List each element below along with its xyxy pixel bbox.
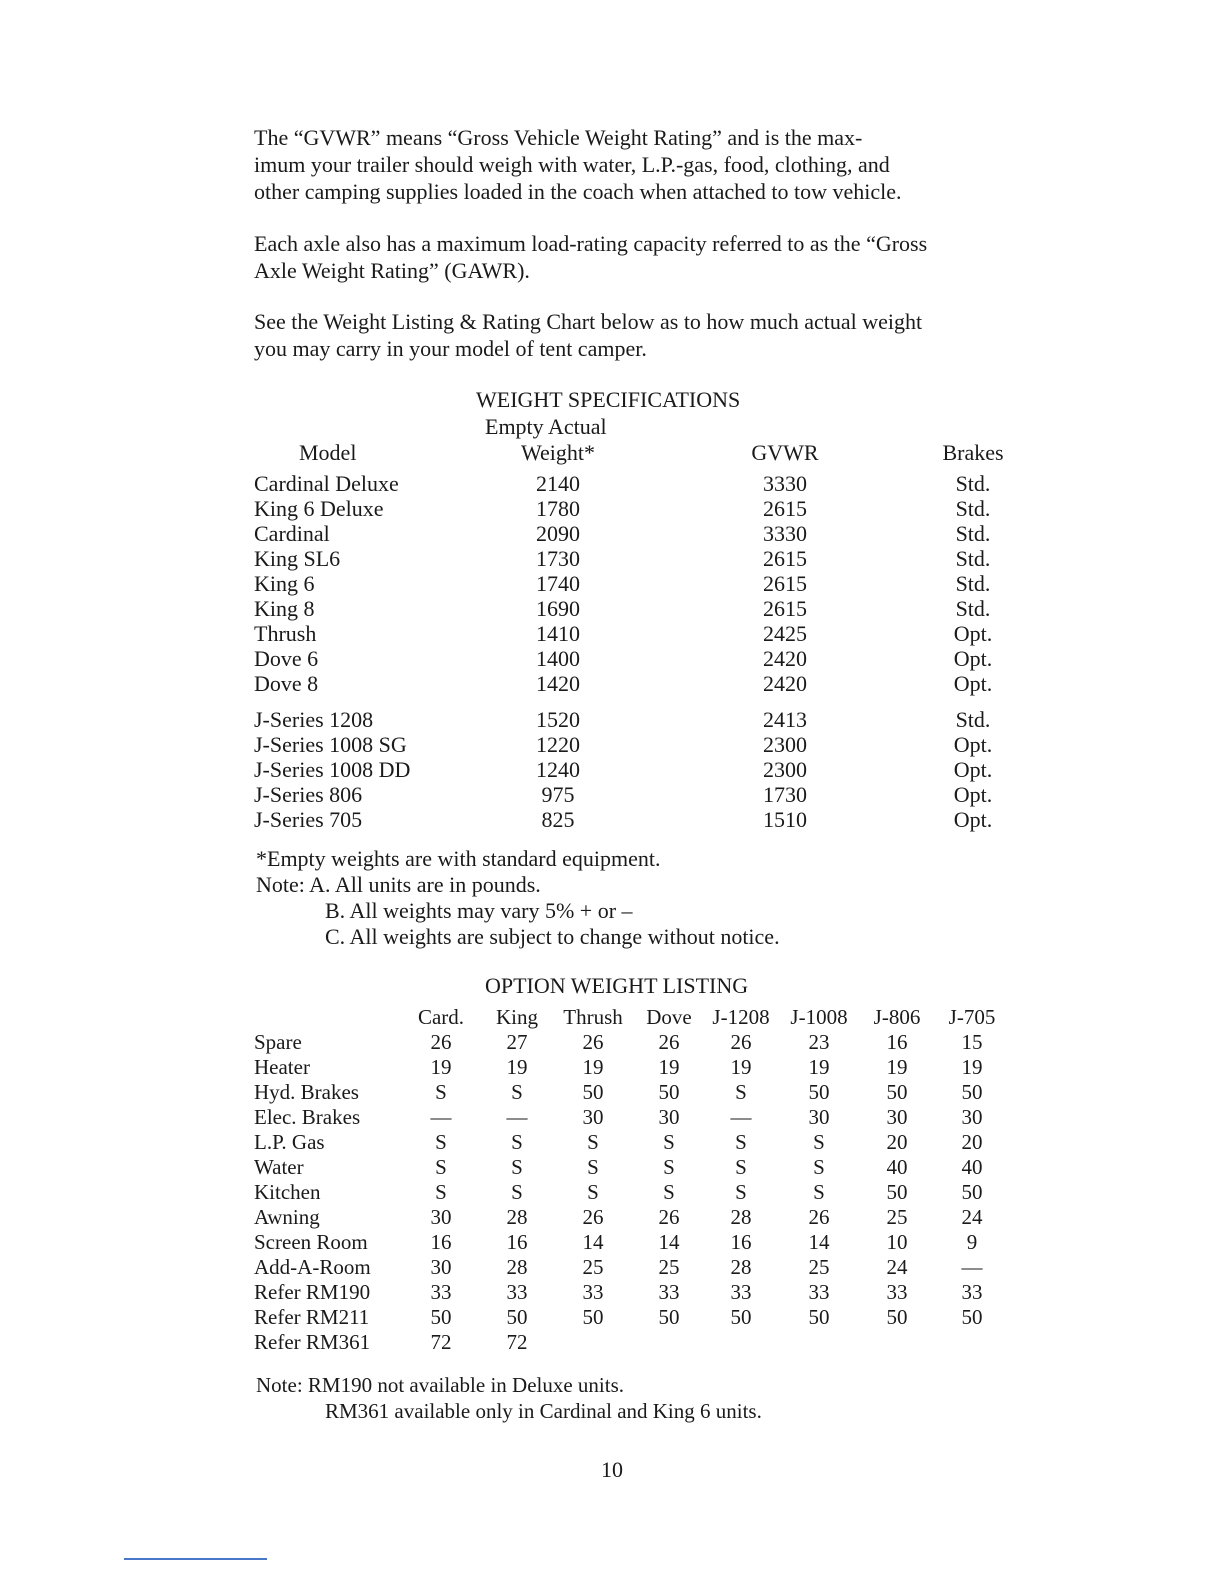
value-cell: 50 (808, 1080, 830, 1104)
value-cell: S (435, 1155, 447, 1179)
column-header: J-1008 (790, 1005, 848, 1029)
column-header: Dove (646, 1005, 692, 1029)
intro-paragraph-gvwr (254, 124, 1014, 205)
value-cell: 40 (886, 1155, 908, 1179)
value-cell: 20 (961, 1130, 983, 1154)
value-cell: S (435, 1080, 447, 1104)
option-label: Awning (254, 1205, 320, 1229)
gvwr-cell: 3330 (763, 471, 807, 496)
table-row (0, 1080, 1224, 1105)
brakes-cell: Std. (955, 546, 991, 571)
value-cell: 28 (730, 1255, 752, 1279)
value-cell: S (663, 1130, 675, 1154)
value-cell: — (961, 1255, 983, 1279)
value-cell: S (735, 1080, 747, 1104)
text-line: See the Weight Listing & Rating Chart below as to how much actual weight (254, 309, 923, 334)
table-row (0, 1230, 1224, 1255)
value-cell: 19 (430, 1055, 452, 1079)
value-cell: 26 (658, 1030, 680, 1054)
value-cell: 26 (582, 1030, 604, 1054)
table-row (0, 1130, 1224, 1155)
weight-cell: 1420 (536, 671, 580, 696)
value-cell: 50 (430, 1305, 452, 1329)
table-row (0, 571, 1224, 596)
weight-cell: 1410 (536, 621, 580, 646)
brakes-cell: Std. (955, 707, 991, 732)
value-cell: 19 (582, 1055, 604, 1079)
value-cell: 50 (582, 1080, 604, 1104)
table-row (0, 621, 1224, 646)
gvwr-cell: 2615 (763, 546, 807, 571)
brakes-cell: Opt. (953, 807, 993, 832)
weight-cell: 1400 (536, 646, 580, 671)
value-cell: 26 (582, 1205, 604, 1229)
table-row (0, 1105, 1224, 1130)
gvwr-column-header: GVWR (751, 440, 819, 465)
value-cell: 10 (886, 1230, 908, 1254)
option-label: Spare (254, 1030, 302, 1054)
model-cell: J-Series 1208 (254, 707, 374, 732)
brakes-cell: Opt. (953, 646, 993, 671)
value-cell: 33 (506, 1280, 528, 1304)
value-cell: 50 (961, 1080, 983, 1104)
model-cell: J-Series 705 (254, 807, 363, 832)
gvwr-cell: 1510 (763, 807, 807, 832)
brakes-cell: Std. (955, 596, 991, 621)
brakes-column-header: Brakes (942, 440, 1004, 465)
value-cell: 50 (808, 1305, 830, 1329)
value-cell: 50 (730, 1305, 752, 1329)
value-cell: 26 (430, 1030, 452, 1054)
value-cell: 50 (961, 1180, 983, 1204)
value-cell: 40 (961, 1155, 983, 1179)
table-row (0, 671, 1224, 696)
value-cell: S (813, 1130, 825, 1154)
value-cell: S (663, 1155, 675, 1179)
rm190-note: Note: RM190 not available in Deluxe units. (256, 1373, 625, 1397)
value-cell: 19 (808, 1055, 830, 1079)
value-cell: 14 (808, 1230, 830, 1254)
model-cell: J-Series 1008 DD (254, 757, 411, 782)
value-cell: 19 (961, 1055, 983, 1079)
value-cell: 30 (430, 1255, 452, 1279)
value-cell: 23 (808, 1030, 830, 1054)
value-cell: 16 (886, 1030, 908, 1054)
value-cell: S (735, 1180, 747, 1204)
value-cell: 50 (658, 1305, 680, 1329)
weight-cell: 1740 (536, 571, 580, 596)
weight-cell: 1690 (536, 596, 580, 621)
value-cell: S (587, 1155, 599, 1179)
value-cell: S (511, 1180, 523, 1204)
value-cell: 30 (808, 1105, 830, 1129)
value-cell: 28 (730, 1205, 752, 1229)
brakes-cell: Opt. (953, 621, 993, 646)
value-cell: 27 (506, 1030, 528, 1054)
table-row (0, 596, 1224, 621)
gvwr-cell: 2615 (763, 596, 807, 621)
value-cell: 14 (658, 1230, 680, 1254)
empty-weight-note: *Empty weights are with standard equipment. (256, 846, 661, 871)
option-label: Screen Room (254, 1230, 368, 1254)
table-row (0, 471, 1224, 496)
option-label: Kitchen (254, 1180, 321, 1204)
value-cell: 50 (886, 1305, 908, 1329)
gvwr-cell: 1730 (763, 782, 807, 807)
table-row (0, 496, 1224, 521)
weight-cell: 1520 (536, 707, 580, 732)
model-cell: King SL6 (254, 546, 341, 571)
value-cell: 28 (506, 1255, 528, 1279)
option-weight-listing-title: OPTION WEIGHT LISTING (485, 973, 749, 998)
weight-cell: 2140 (536, 471, 580, 496)
table-row (0, 1030, 1224, 1055)
value-cell: S (587, 1180, 599, 1204)
value-cell: 50 (961, 1305, 983, 1329)
note-a: Note: A. All units are in pounds. (256, 872, 541, 897)
value-cell: 28 (506, 1205, 528, 1229)
value-cell: 19 (658, 1055, 680, 1079)
note-b: B. All weights may vary 5% + or – (325, 898, 633, 923)
value-cell: 25 (808, 1255, 830, 1279)
value-cell: S (435, 1130, 447, 1154)
value-cell: 9 (966, 1230, 978, 1254)
value-cell: 33 (658, 1280, 680, 1304)
table-row (0, 707, 1224, 732)
text-line: you may carry in your model of tent camper. (254, 336, 647, 361)
value-cell: S (511, 1155, 523, 1179)
value-cell: 15 (961, 1030, 983, 1054)
value-cell: S (435, 1180, 447, 1204)
column-header: J-806 (873, 1005, 921, 1029)
value-cell: 14 (582, 1230, 604, 1254)
weight-specifications-title: WEIGHT SPECIFICATIONS (476, 387, 741, 412)
option-label: Refer RM211 (254, 1305, 370, 1329)
value-cell: 50 (506, 1305, 528, 1329)
value-cell: 30 (582, 1105, 604, 1129)
value-cell: 16 (730, 1230, 752, 1254)
text-line: other camping supplies loaded in the coach when attached to tow vehicle. (254, 179, 902, 204)
option-label: Hyd. Brakes (254, 1080, 359, 1104)
gvwr-cell: 2300 (763, 732, 807, 757)
value-cell: 33 (430, 1280, 452, 1304)
value-cell: 30 (430, 1205, 452, 1229)
option-label: L.P. Gas (254, 1130, 325, 1154)
value-cell: 72 (430, 1330, 452, 1354)
table-row (0, 757, 1224, 782)
column-header: Card. (417, 1005, 465, 1029)
value-cell: 33 (730, 1280, 752, 1304)
table-row (0, 1055, 1224, 1080)
value-cell: S (813, 1155, 825, 1179)
brakes-cell: Opt. (953, 671, 993, 696)
gvwr-cell: 2615 (763, 496, 807, 521)
value-cell: 50 (886, 1080, 908, 1104)
value-cell: — (506, 1105, 528, 1129)
value-cell: — (730, 1105, 752, 1129)
value-cell: 50 (658, 1080, 680, 1104)
value-cell: S (511, 1130, 523, 1154)
model-cell: J-Series 1008 SG (254, 732, 407, 757)
model-cell: J-Series 806 (254, 782, 363, 807)
column-header: J-705 (948, 1005, 996, 1029)
value-cell: 19 (506, 1055, 528, 1079)
table-row (0, 1330, 1224, 1355)
value-cell: 30 (961, 1105, 983, 1129)
text-line: Each axle also has a maximum load-rating capacity referred to as the “Gross (254, 231, 928, 256)
brakes-cell: Opt. (953, 782, 993, 807)
value-cell: 33 (961, 1280, 983, 1304)
gvwr-cell: 2425 (763, 621, 807, 646)
model-cell: King 6 (254, 571, 315, 596)
gvwr-cell: 2413 (763, 707, 807, 732)
table-row (0, 1205, 1224, 1230)
value-cell: 30 (886, 1105, 908, 1129)
table-row (0, 732, 1224, 757)
value-cell: 25 (658, 1255, 680, 1279)
table-row (0, 546, 1224, 571)
table-row (0, 1180, 1224, 1205)
value-cell: 19 (730, 1055, 752, 1079)
model-column-header: Model (299, 440, 357, 465)
brakes-cell: Std. (955, 471, 991, 496)
value-cell: 16 (506, 1230, 528, 1254)
intro-paragraph-gawr (254, 230, 1014, 284)
page-number: 10 (601, 1457, 623, 1482)
weight-cell: 1240 (536, 757, 580, 782)
text-line: The “GVWR” means “Gross Vehicle Weight Rating” and is the max- (254, 125, 863, 150)
table-row (0, 1255, 1224, 1280)
option-label: Add-A-Room (254, 1255, 371, 1279)
text-line: Axle Weight Rating” (GAWR). (254, 258, 530, 283)
brakes-cell: Std. (955, 571, 991, 596)
value-cell: 25 (582, 1255, 604, 1279)
value-cell: 50 (886, 1180, 908, 1204)
table-row (0, 521, 1224, 546)
rm361-note: RM361 available only in Cardinal and King 6 units. (325, 1399, 762, 1423)
option-label: Water (254, 1155, 304, 1179)
table-row (0, 1280, 1224, 1305)
value-cell: 33 (582, 1280, 604, 1304)
note-c: C. All weights are subject to change without notice. (325, 924, 780, 949)
value-cell: S (663, 1180, 675, 1204)
table-row (0, 1305, 1224, 1330)
value-cell: S (735, 1130, 747, 1154)
brakes-cell: Opt. (953, 732, 993, 757)
value-cell: 72 (506, 1330, 528, 1354)
text-line: imum your trailer should weigh with water, L.P.-gas, food, clothing, and (254, 152, 890, 177)
weight-cell: 975 (541, 782, 575, 807)
gvwr-cell: 2420 (763, 671, 807, 696)
option-label: Refer RM361 (254, 1330, 371, 1354)
intro-paragraph-chart-reference (254, 308, 1014, 362)
value-cell: 33 (886, 1280, 908, 1304)
value-cell: 26 (658, 1205, 680, 1229)
table-row (0, 1155, 1224, 1180)
value-cell: 26 (808, 1205, 830, 1229)
value-cell: 33 (808, 1280, 830, 1304)
gvwr-cell: 2420 (763, 646, 807, 671)
weight-cell: 1780 (536, 496, 580, 521)
model-cell: Cardinal (254, 521, 330, 546)
value-cell: 19 (886, 1055, 908, 1079)
value-cell: 16 (430, 1230, 452, 1254)
gvwr-cell: 2615 (763, 571, 807, 596)
value-cell: 25 (886, 1205, 908, 1229)
weight-cell: 1220 (536, 732, 580, 757)
brakes-cell: Std. (955, 521, 991, 546)
value-cell: 26 (730, 1030, 752, 1054)
weight-cell: 825 (541, 807, 575, 832)
weight-header-line2: Weight* (521, 440, 595, 465)
table-row (0, 807, 1224, 832)
weight-cell: 1730 (536, 546, 580, 571)
table-row (0, 782, 1224, 807)
value-cell: — (430, 1105, 452, 1129)
value-cell: 50 (582, 1305, 604, 1329)
model-cell: Dove 6 (254, 646, 319, 671)
weight-header-line1: Empty Actual (485, 414, 607, 439)
table-row (0, 646, 1224, 671)
model-cell: King 6 Deluxe (254, 496, 384, 521)
column-header: King (496, 1005, 538, 1029)
option-column-headers (0, 1005, 1224, 1030)
brakes-cell: Opt. (953, 757, 993, 782)
value-cell: S (511, 1080, 523, 1104)
brakes-cell: Std. (955, 496, 991, 521)
gvwr-cell: 2300 (763, 757, 807, 782)
value-cell: 24 (961, 1205, 983, 1229)
column-header: J-1208 (712, 1005, 770, 1029)
value-cell: S (813, 1180, 825, 1204)
column-header: Thrush (563, 1005, 623, 1029)
option-label: Refer RM190 (254, 1280, 371, 1304)
value-cell: S (735, 1155, 747, 1179)
value-cell: 30 (658, 1105, 680, 1129)
weight-cell: 2090 (536, 521, 580, 546)
model-cell: Thrush (254, 621, 317, 646)
option-label: Heater (254, 1055, 310, 1079)
option-label: Elec. Brakes (254, 1105, 361, 1129)
value-cell: 20 (886, 1130, 908, 1154)
value-cell: 24 (886, 1255, 908, 1279)
gvwr-cell: 3330 (763, 521, 807, 546)
model-cell: Cardinal Deluxe (254, 471, 399, 496)
model-cell: King 8 (254, 596, 315, 621)
value-cell: S (587, 1130, 599, 1154)
footer-rule (124, 1558, 267, 1560)
model-cell: Dove 8 (254, 671, 319, 696)
